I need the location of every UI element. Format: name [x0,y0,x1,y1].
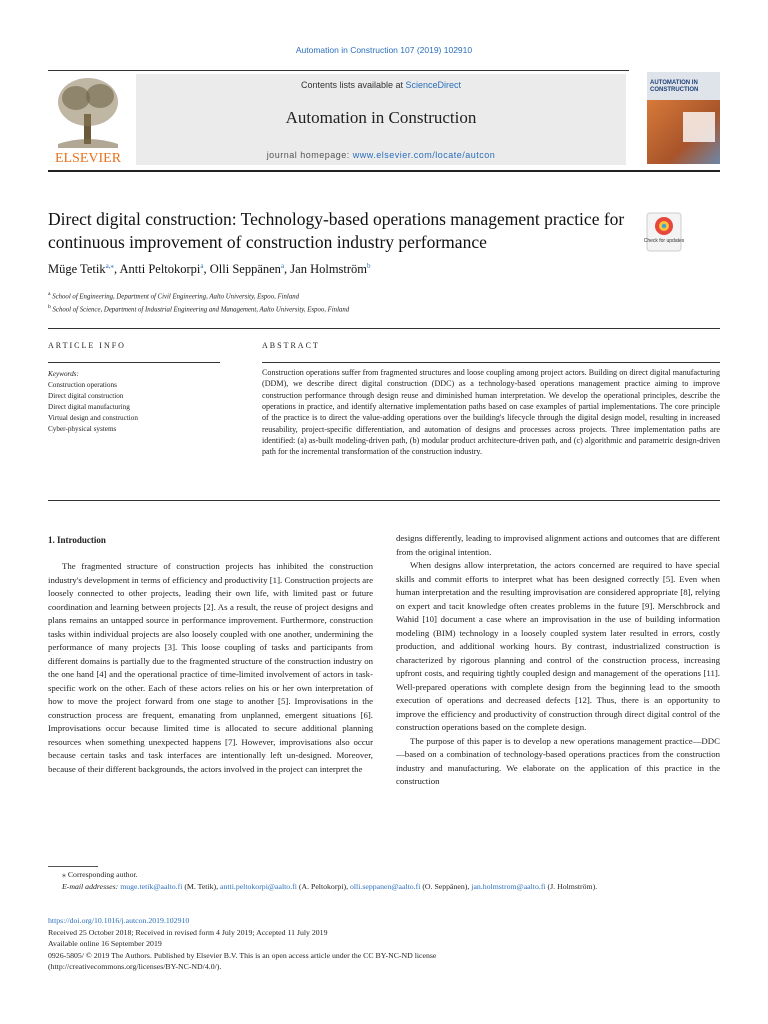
author-separator: , [113,262,120,277]
cover-title-line1: AUTOMATION IN [650,80,698,86]
license-url[interactable]: (http://creativecommons.org/licenses/BY-NC-ND/4.0/). [48,962,222,972]
keyword: Virtual design and construction [48,414,138,422]
journal-homepage [136,150,626,160]
header-bottom-rule [48,170,720,172]
author-name[interactable]: Antti Peltokorpi [119,262,201,277]
journal-reference[interactable]: Automation in Construction 107 (2019) 102910 [295,45,473,55]
doi-link[interactable]: https://doi.org/10.1016/j.autcon.2019.102910 [48,916,190,925]
contents-line [136,80,626,90]
abstract-heading: ABSTRACT [262,341,320,350]
info-top-rule [48,328,720,329]
crossmark-icon [643,212,685,252]
email-link[interactable]: antti.peltokorpi@aalto.fi [220,882,297,891]
author-name[interactable]: Jan Holmström [290,262,368,277]
body-column-left [48,560,373,776]
affiliations [48,289,688,316]
keyword: Direct digital construction [48,392,124,400]
affiliation-a [48,289,688,302]
elsevier-logo [48,74,128,166]
author-separator: , [203,262,210,277]
article-info-rule [48,362,220,363]
sciencedirect-link[interactable]: ScienceDirect [405,80,462,90]
author-name[interactable]: Müge Tetik [48,262,106,277]
available-online: Available online 16 September 2019 [48,939,162,949]
keywords-label: Keywords: [48,370,79,378]
body-column-right [396,532,720,789]
abstract-rule [262,362,720,363]
body-paragraph: The fragmented structure of construction projects has inhibited the construction industry's development in terms of efficiency and productivity [1]. Construction projects are loosely connected to other projects, leading their own life, with limited past or future coordination and learning between projects [2]. As a result, the reuse of project designs and plans remains an untapped source in performance improvement. Furthermore, construction tasks within individual projects are also loosely coupled with one another, undermining the performance of many projects [3]. This loose coupling of tasks and participants from different domains is partially due to the fragmented structure of the construction industry on the one hand [4] and the operational practice of time-limited involvement of actors in task-specific work on the other. Each of these actors relies on his or her own interpretation of how to move the project forward from one stage to another [5]. Improvisations in the construction process are frequent, emanating from unplanned, emergent situations [6]. Improvisations occur because limited time is allocated to secure additional planning resources when something unexpected happens [7]. However, improvisations also occur because certain tasks and task interfaces are intentionally left un-designed. Moreover, because of their different backgrounds, the actors involved in the project can interpret the [48,561,373,774]
article-info-heading: ARTICLE INFO [48,341,126,350]
keyword: Direct digital manufacturing [48,403,130,411]
license-line: 0926-5805/ © 2019 The Authors. Published by Elsevier B.V. This is an open access article under the CC BY-NC-ND license [48,950,437,960]
footnote-rule [48,866,98,867]
body-paragraph: When designs allow interpretation, the actors concerned are required to have special skills and commit efforts to interpret what has been designed correctly [5]. Even when human interpretation and the resulting improvisation are considered appropriate [8], relying on expert and tacit knowledge often creates problems in the future [9]. Merschbrock and Wahid [10] document a case where an improvisation in the use of building information modeling (BIM) technology in a loosely coupled system later resulted in errors, costly production, and additional working hours. By contrast, industrialized construction is characterized by rigorous planning and control of the construction process, increasing upfront costs, and requiring tightly coupled design and management of the operations [11]. Well-prepared operations with complete design from the beginning lead to the smooth execution of operations and decreased defects [12]. Thus, there is an opportunity to improve the efficiency and productivity of construction through direct digital control of the construction operations based on the complete design. [396,560,720,732]
author-affil-marker[interactable]: a,⁎ [105,262,114,270]
email-owner: (J. Holmström). [545,882,598,891]
body-paragraph: designs differently, leading to improvised alignment actions and outcomes that are different from the original intention. [396,533,720,557]
keyword: Construction operations [48,381,117,389]
email-link[interactable]: jan.holmstrom@aalto.fi [471,882,546,891]
body-paragraph: The purpose of this paper is to develop a new operations management practice—DDC—based on a combination of technology-based operations practices from the construction industry and manufacturing. We elaborate on the application of this practice in the construction [396,735,720,786]
author-separator: , [284,262,291,277]
email-link[interactable]: olli.seppanen@aalto.fi [349,882,421,891]
contents-prefix: Contents lists available at [300,80,406,90]
email-label: E-mail addresses: [62,882,119,891]
journal-name: Automation in Construction [285,108,477,127]
email-addresses [48,881,720,893]
footnotes [48,869,720,893]
cover-contents-panel [683,112,715,142]
article-title: Direct digital construction: Technology-based operations management practice for continuous improvement of construction industry performance [48,209,625,252]
email-link[interactable]: muge.tetik@aalto.fi [120,882,183,891]
author-list [48,262,688,277]
email-owner: (O. Seppänen), [420,882,472,891]
homepage-prefix: journal homepage: [266,150,353,160]
email-owner: (M. Tetik), [182,882,221,891]
affiliation-marker: b [48,304,51,311]
affiliation-text: School of Science, Department of Industrial Engineering and Management, Aalto University, Espoo, Finland [52,306,350,314]
info-bottom-rule [48,500,720,501]
keyword: Cyber-physical systems [48,425,117,433]
header-top-rule [48,70,629,71]
cover-title-line2: CONSTRUCTION [650,86,699,93]
homepage-link[interactable]: www.elsevier.com/locate/autcon [352,150,496,160]
author-name[interactable]: Olli Seppänen [209,262,281,277]
elsevier-tree-icon [48,74,128,166]
author-affil-marker[interactable]: a [280,262,285,270]
cover-title [650,80,717,93]
crossmark-label: Check for updates [643,238,685,244]
affiliation-b [48,302,688,315]
email-owner: (A. Peltokorpi), [296,882,350,891]
corresponding-author-note: ⁎ Corresponding author. [62,870,138,879]
affiliation-marker: a [48,291,51,297]
section-title-introduction: 1. Introduction [48,535,106,545]
author-affil-marker[interactable]: a [200,262,204,270]
publication-info [48,915,720,973]
author-affil-marker[interactable]: b [367,262,371,270]
received-dates: Received 25 October 2018; Received in revised form 4 July 2019; Accepted 11 July 2019 [48,927,328,937]
svg-text:ELSEVIER: ELSEVIER [54,151,122,166]
affiliation-text: School of Engineering, Department of Civil Engineering, Aalto University, Espoo, Finland [52,293,300,301]
crossmark-badge[interactable] [643,212,685,252]
abstract-text: Construction operations suffer from fragmented structures and loose coupling among project actors. Building on direct digital manufacturing (DDM), we describe direct digital construction (DDC) as a technology-based operations management practice aiming to improve construction performance through design reuse and diminished human interpretation. We develop the operational principles, describe the operations in practice, and identify alternative implementation paths based on case examples of partial implementations. The core principle of the practice is to direct the value-adding operations over the building's lifecycle through the digital design model, resulting in increased reusability, project-specific differentiation, and automation of designs and processes across projects. Three implementation paths are identified: (a) as-built modeling-driven path, (b) modular product architecture-driven path, and (c) algorithmic and parametric design-driven path for the incremental transformation of the construction industry. [262,368,720,457]
keywords-block [48,369,220,435]
journal-cover-image[interactable] [647,72,720,164]
